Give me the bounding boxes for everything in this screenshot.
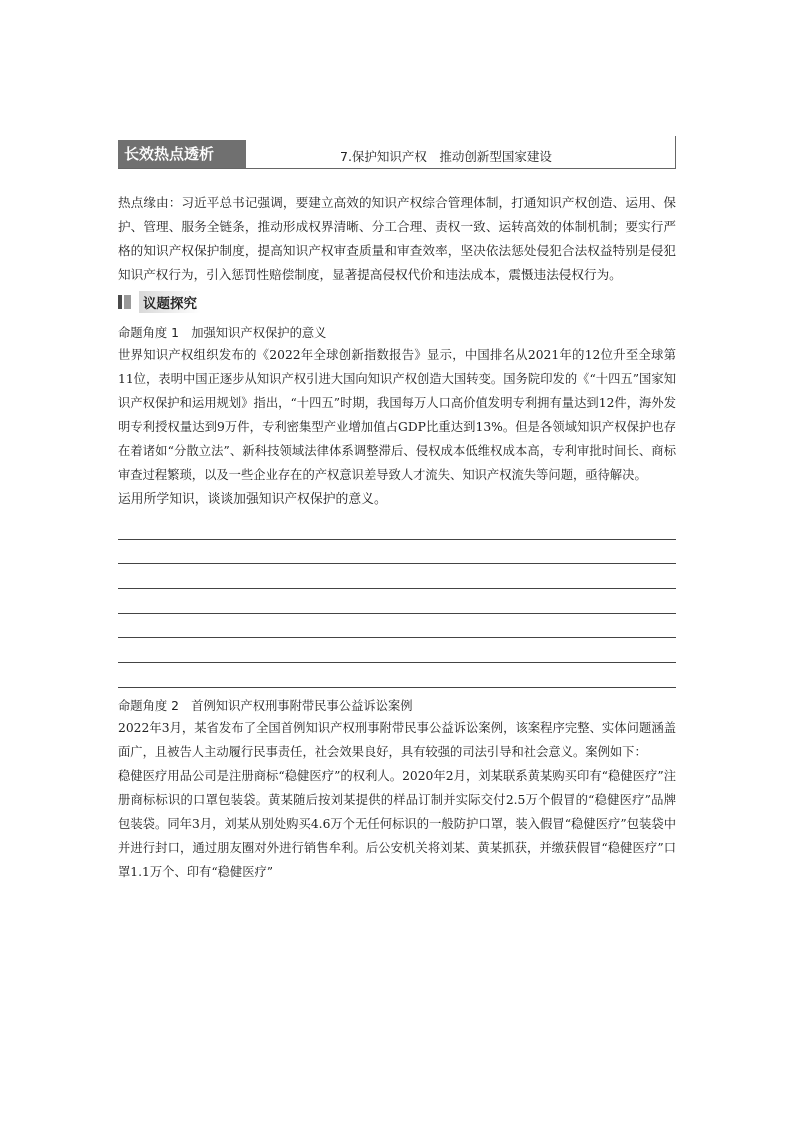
section-heading: [118, 291, 676, 313]
angle1-body: 世界知识产权组织发布的《2022年全球创新指数报告》显示，中国排名从2021年的12位升至全球第11位，表明中国正逐步从知识产权引进大国向知识产权创造大国转变。国务院印发的《“十四五”国家知识产权保护和运用规划》指出，“十四五”时期，我国每万人口高价值发明专利拥有量达到12件，海外发明专利授权量达到9万件，专利密集型产业增加值占GDP比重达到13%。但是各领域知识产权保护也存在着诸如“分散立法”、新科技领域法律体系调整滞后、侵权成本低维权成本高，专利审批时间长、商标审查过程繁琐，以及一些企业存在的产权意识差导致人才流失、知识产权流失等问题，亟待解决。: [118, 348, 676, 482]
answer-line[interactable]: [118, 614, 676, 639]
header-title: 7.保护知识产权 推动创新型国家建设: [340, 149, 552, 164]
answer-line[interactable]: [118, 564, 676, 589]
section-label: 议题探究: [139, 291, 201, 313]
answer-line[interactable]: [118, 589, 676, 614]
angle2-body-intro: 2022年3月，某省发布了全国首例知识产权刑事附带民事公益诉讼案例，该案程序完整、实体问题涵盖面广，且被告人主动履行民事责任，社会效果良好，具有较强的司法引导和社会意义。案例如下：: [118, 720, 676, 759]
angle2-body-case: 稳健医疗用品公司是注册商标“稳健医疗”的权利人。2020年2月，刘某联系黄某购买印有“稳健医疗”注册商标标识的口罩包装袋。黄某随后按刘某提供的样品订制并实际交付2.5万个假冒的“稳健医疗”品牌包装袋。同年3月，刘某从别处购买4.6万个无任何标识的一般防护口罩，装入假冒“稳健医疗”包装袋中并进行封口，通过朋友圈对外进行销售牟利。后公安机关将刘某、黄某抓获，并缴获假冒“稳健医疗”口罩1.1万个、印有“稳健医疗”: [118, 768, 676, 879]
answer-line[interactable]: [118, 638, 676, 663]
answer-line[interactable]: [118, 540, 676, 565]
angle2-title: 命题角度 2 首例知识产权刑事附带民事公益诉讼案例: [118, 698, 413, 713]
section-marker-icon: [118, 295, 133, 309]
angle1-title: 命题角度 1 加强知识产权保护的意义: [118, 326, 327, 340]
answer-lines[interactable]: [118, 515, 676, 688]
document-page: [118, 136, 676, 884]
answer-line[interactable]: [118, 663, 676, 688]
header-tag: 长效热点透析: [118, 140, 246, 168]
intro-paragraph: 热点缘由：习近平总书记强调，要建立高效的知识产权综合管理体制，打通知识产权创造、运用、保护、管理、服务全链条，推动形成权界清晰、分工合理、责权一致、运转高效的体制机制；要实行严格的知识产权保护制度，提高知识产权审查质量和审查效率，坚决依法惩处侵犯合法权益特别是侵犯知识产权行为，引入惩罚性赔偿制度，显著提高侵权代价和违法成本，震慑违法侵权行为。: [118, 195, 676, 282]
angle1-question: 运用所学知识，谈谈加强知识产权保护的意义。: [118, 492, 387, 507]
section-header: [118, 136, 676, 169]
answer-line[interactable]: [118, 515, 676, 540]
